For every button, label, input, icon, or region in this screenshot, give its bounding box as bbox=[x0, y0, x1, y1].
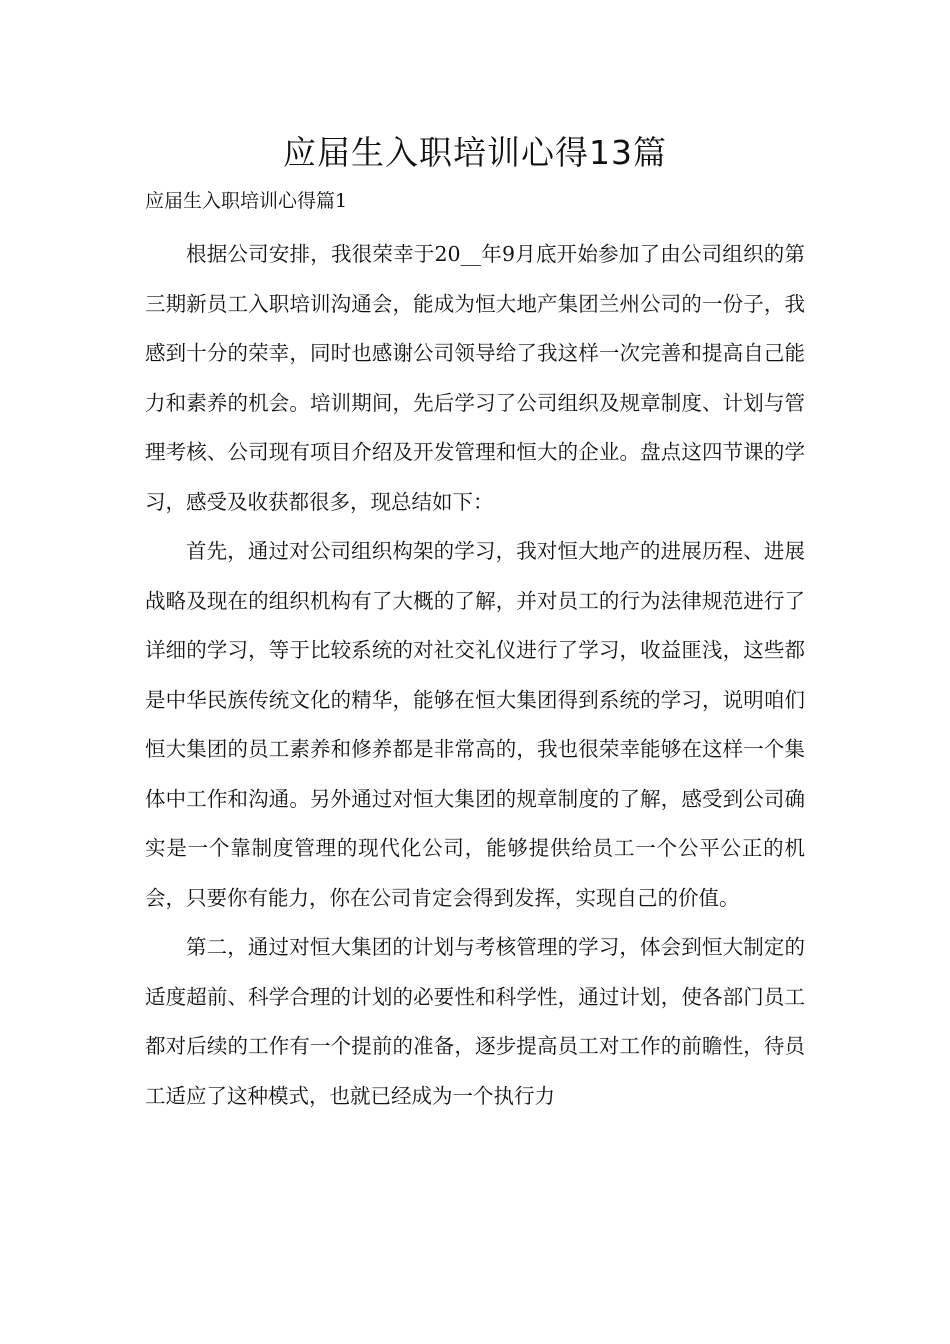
paragraph-2: 首先，通过对公司组织构架的学习，我对恒大地产的进展历程、进展战略及现在的组织机构有了大概的了解，并对员工的行为法律规范进行了详细的学习，等于比较系统的对社交礼仪进行了学习，收益匪浅，这些都是中华民族传统文化的精华，能够在恒大集团得到系统的学习，说明咱们恒大集团的员工素养和修养都是非常高的，我也很荣幸能够在这样一个集体中工作和沟通。另外通过对恒大集团的规章制度的了解，感受到公司确实是一个靠制度管理的现代化公司，能够提供给员工一个公平公正的机会，只要你有能力，你在公司肯定会得到发挥，实现自己的价值。 bbox=[145, 539, 805, 910]
paragraph-1: 根据公司安排，我很荣幸于20__年9月底开始参加了由公司组织的第三期新员工入职培训沟通会，能成为恒大地产集团兰州公司的一份子，我感到十分的荣幸，同时也感谢公司领导给了我这样一次完善和提高自己能力和素养的机会。培训期间，先后学习了公司组织及规章制度、计划与管理考核、公司现有项目介绍及开发管理和恒大的企业。盘点这四节课的学习，感受及收获都很多，现总结如下： bbox=[145, 242, 805, 514]
document-body bbox=[145, 230, 805, 1121]
section-heading: 应届生入职培训心得篇1 bbox=[145, 190, 348, 212]
paragraph-3: 第二，通过对恒大集团的计划与考核管理的学习，体会到恒大制定的适度超前、科学合理的计划的必要性和科学性，通过计划，使各部门员工都对后续的工作有一个提前的准备，逐步提高员工对工作的前瞻性，待员工适应了这种模式，也就已经成为一个执行力 bbox=[145, 935, 805, 1108]
document-title: 应届生入职培训心得13篇 bbox=[283, 133, 667, 172]
